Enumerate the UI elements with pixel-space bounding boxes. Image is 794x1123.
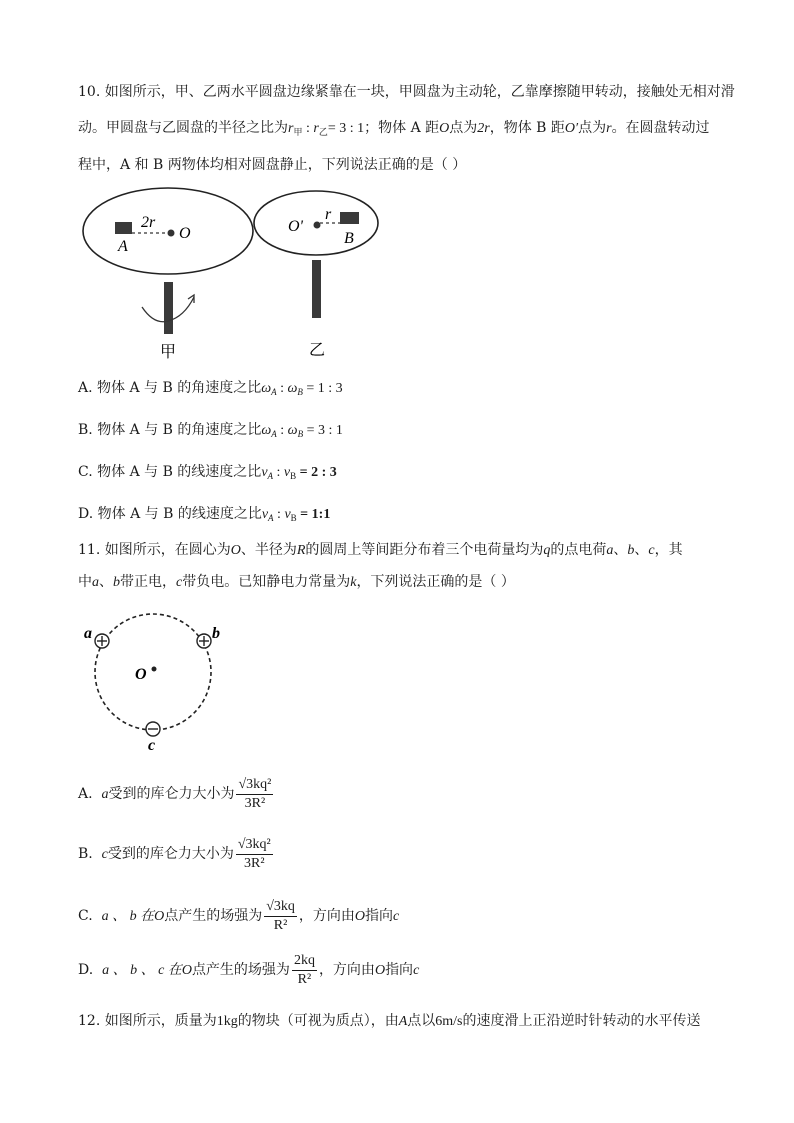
q10-option-a[interactable]: A. 物体 A 与 B 的角速度之比$\omega_A$ : $\omega_B = 1$ : 3 [78,380,343,397]
center-dot [152,667,157,672]
q11-option-b[interactable]: B. c受到的库仑力大小为 $\frac{\text{√3kq²}}{\text{3R²}}$ [78,836,271,871]
label-o: O [135,666,147,683]
q11-line1: 11. 如图所示，在圆心为O、半径为R的圆周上等间距分布着三个电荷量均为q的点电荷a、b、c，其 [78,542,683,558]
q12-line1: 12. 如图所示，质量为1kg的物块（可视为质点），由A点以6m/s的速度滑上正沿逆时针转动的水平传送 [78,1013,701,1029]
q10-line1: 10. 如图所示，甲、乙两水平圆盘边缘紧靠在一块，甲圆盘为主动轮，乙靠摩擦随甲转动，接触处无相对滑 [78,84,735,100]
q10-option-c[interactable]: C. 物体 A 与 B 的线速度之比$v_A$ : $v_B = 2$ : 3 [78,464,337,481]
q11-option-d[interactable]: D. a 、 b 、 c 在O点产生的场强为 $\frac{2kq}{\text{R²}}$ ，方向由O指向c [78,952,420,987]
q11-option-a[interactable]: A. a受到的库仑力大小为 $\frac{\text{√3kq²}}{\text{3R²}}$ [78,776,272,811]
center-o [168,230,175,237]
q10-line2: 动。甲圆盘与乙圆盘的半径之比为$r_甲$ : $r_乙= 3$ : 1；物体 A 距O点为2r，物体 B 距O′点为r。在圆盘转动过 [78,120,710,138]
q11-line2: 中a、b带正电，c带负电。已知静电力常量为k，下列说法正确的是（ ） [78,574,515,590]
label-b: B [344,230,354,247]
label-2r: 2r [141,214,156,231]
label-b: b [212,625,220,642]
dashed-circle [95,614,211,730]
q10-disc-figure [82,185,382,365]
caption-jia: 甲 [160,342,177,361]
label-o: O [179,225,191,242]
label-a: a [84,625,92,642]
center-o-prime [314,222,321,229]
q11-charge-figure [78,612,228,752]
shaft-yi [312,260,321,318]
q10-option-b[interactable]: B. 物体 A 与 B 的角速度之比$\omega_A$ : $\omega_B = 3$ : 1 [78,422,343,439]
label-o-prime: O' [288,218,303,235]
block-a [115,222,132,234]
shaft-jia [164,282,173,334]
label-a: A [118,238,128,255]
label-r: r [325,206,332,223]
label-c: c [148,737,156,752]
caption-yi: 乙 [309,340,326,359]
q11-option-c[interactable]: C. a 、 b 在O点产生的场强为 $\frac{√3kq}{\text{R²}}$ ，方向由O指向c [78,898,400,933]
block-b [340,212,359,224]
disc-jia [83,188,253,274]
q10-option-d[interactable]: D. 物体 A 与 B 的线速度之比$v_A$ : $v_B$ = 1:1 [78,506,331,523]
q10-line3: 程中，A 和 B 两物体均相对圆盘静止，下列说法正确的是（ ） [78,157,467,173]
